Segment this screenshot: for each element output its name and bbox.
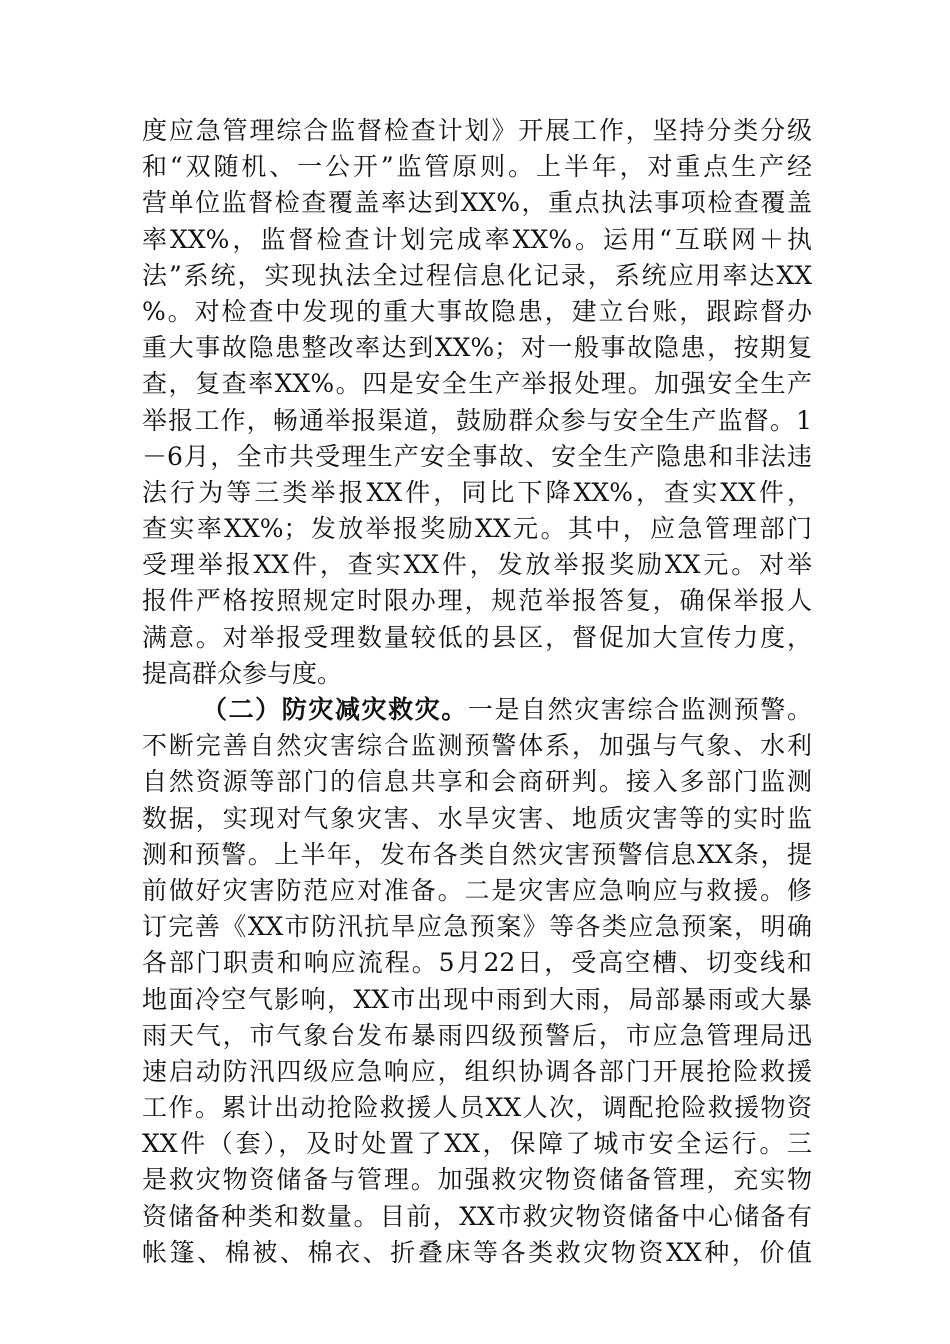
paragraph-line: %。对检查中发现的重大事故隐患，建立台账，跟踪督办 xyxy=(142,296,812,326)
section-line: 不断完善自然灾害综合监测预警体系，加强与气象、水利 xyxy=(142,731,812,761)
section-line: 订完善《XX市防汛抗旱应急预案》等各类应急预案，明确 xyxy=(142,912,812,942)
paragraph-line: 报件严格按照规定时限办理，规范举报答复，确保举报人 xyxy=(142,586,812,616)
section-line: 各部门职责和响应流程。5月22日，受高空槽、切变线和 xyxy=(142,948,812,978)
paragraph-line: 满意。对举报受理数量较低的县区，督促加大宣传力度， xyxy=(142,622,812,652)
section-line: 资储备种类和数量。目前，XX市救灾物资储备中心储备有 xyxy=(142,1201,812,1231)
section-line: 帐篷、棉被、棉衣、折叠床等各类救灾物资XX种，价值 xyxy=(142,1237,812,1267)
paragraph-line: －6月，全市共受理生产安全事故、安全生产隐患和非法违 xyxy=(142,441,812,471)
section-line: 速启动防汛四级应急响应，组织协调各部门开展抢险救援 xyxy=(142,1056,812,1086)
paragraph-line: 受理举报XX件，查实XX件，发放举报奖励XX元。对举 xyxy=(142,550,812,580)
paragraph-line: 查实率XX%；发放举报奖励XX元。其中，应急管理部门 xyxy=(142,514,812,544)
paragraph-line: 查，复查率XX%。四是安全生产举报处理。加强安全生产 xyxy=(142,369,812,399)
document-body xyxy=(142,113,812,1271)
section-line: 数据，实现对气象灾害、水旱灾害、地质灾害等的实时监 xyxy=(142,803,812,833)
section-line: 自然资源等部门的信息共享和会商研判。接入多部门监测 xyxy=(142,767,812,797)
paragraph-line: 和“双随机、一公开”监管原则。上半年，对重点生产经 xyxy=(142,152,812,182)
section-line: 是救灾物资储备与管理。加强救灾物资储备管理，充实物 xyxy=(142,1165,812,1195)
paragraph-line: 提高群众参与度。 xyxy=(142,658,343,688)
paragraph-line: 重大事故隐患整改率达到XX%；对一般事故隐患，按期复 xyxy=(142,333,812,363)
paragraph-line: 法”系统，实现执法全过程信息化记录，系统应用率达XX xyxy=(142,260,812,290)
section-first-line xyxy=(142,692,812,728)
section-heading: （二）防灾减灾救灾。 xyxy=(202,695,468,724)
section-line: 前做好灾害防范应对准备。二是灾害应急响应与救援。修 xyxy=(142,875,812,905)
section-line: 地面冷空气影响，XX市出现中雨到大雨，局部暴雨或大暴 xyxy=(142,984,812,1014)
section-line: 雨天气，市气象台发布暴雨四级预警后，市应急管理局迅 xyxy=(142,1020,812,1050)
paragraph-line: 营单位监督检查覆盖率达到XX%，重点执法事项检查覆盖 xyxy=(142,188,812,218)
paragraph-line: 率XX%，监督检查计划完成率XX%。运用“互联网＋执 xyxy=(142,224,812,254)
paragraph-line: 举报工作，畅通举报渠道，鼓励群众参与安全生产监督。1 xyxy=(142,405,812,435)
section-line: 测和预警。上半年，发布各类自然灾害预警信息XX条，提 xyxy=(142,839,812,869)
paragraph-line: 度应急管理综合监督检查计划》开展工作，坚持分类分级 xyxy=(142,116,812,145)
section-line: XX件（套），及时处置了XX，保障了城市安全运行。三 xyxy=(142,1129,812,1159)
paragraph-line: 法行为等三类举报XX件，同比下降XX%，查实XX件， xyxy=(142,477,812,507)
section-line: 工作。累计出动抢险救援人员XX人次，调配抢险救援物资 xyxy=(142,1093,812,1123)
section-first-line-text: 一是自然灾害综合监测预警。 xyxy=(467,695,812,724)
